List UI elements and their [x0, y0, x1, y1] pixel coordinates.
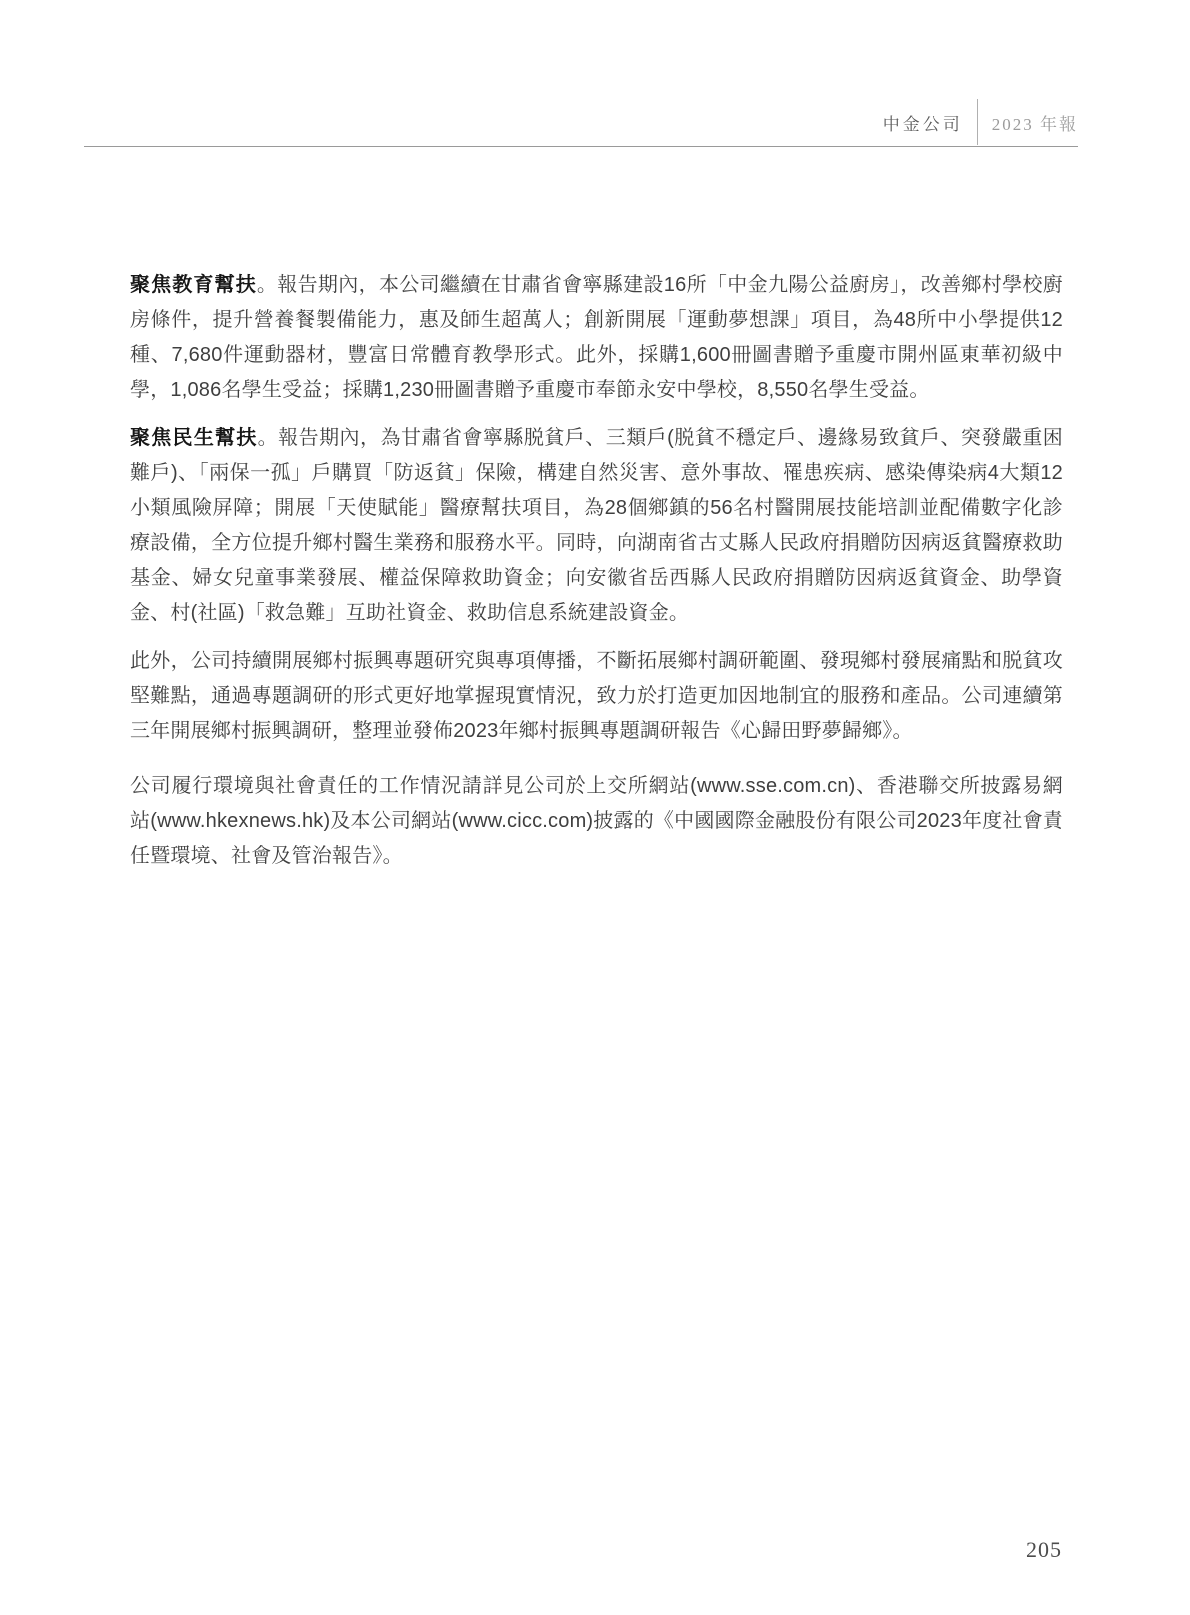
- body-text: [130, 268, 1063, 874]
- paragraph-lead: 聚焦教育幫扶: [130, 274, 257, 296]
- paragraph-esg-disclosure: [130, 769, 1063, 874]
- paragraph-body: 報告期內，為甘肅省會寧縣脱貧戶、三類戶(脱貧不穩定戶、邊緣易致貧戶、突發嚴重困難戶)、「兩保一孤」戶購買「防返貧」保險，構建自然災害、意外事故、罹患疾病、感染傳染病4大類12小類風險屏障；開展「天使賦能」醫療幫扶項目，為28個鄉鎮的56名村醫開展技能培訓並配備數字化診療設備，全方位提升鄉村醫生業務和服務水平。同時，向湖南省古丈縣人民政府捐贈防因病返貧醫療救助基金、婦女兒童事業發展、權益保障救助資金；向安徽省岳西縣人民政府捐贈防因病返貧資金、助學資金、村(社區)「救急難」互助社資金、救助信息系統建設資金。: [130, 427, 1064, 624]
- page-header: [883, 99, 1078, 145]
- paragraph-body: 公司履行環境與社會責任的工作情況請詳見公司於上交所網站(www.sse.com.cn)、香港聯交所披露易網站(www.hkexnews.hk)及本公司網站(www.cicc.com)披露的《中國國際金融股份有限公司2023年度社會責任暨環境、社會及管治報告》。: [130, 775, 1063, 867]
- paragraph-body: 報告期內，本公司繼續在甘肅省會寧縣建設16所「中金九陽公益廚房」，改善鄉村學校廚房條件，提升營養餐製備能力，惠及師生超萬人；創新開展「運動夢想課」項目，為48所中小學提供12種、7,680件運動器材，豐富日常體育教學形式。此外，採購1,600冊圖書贈予重慶市開州區東華初級中學，1,086名學生受益；採購1,230冊圖書贈予重慶市奉節永安中學校，8,550名學生受益。: [130, 274, 1064, 401]
- paragraph-livelihood-aid: [130, 421, 1063, 631]
- company-name: 中金公司: [882, 114, 963, 134]
- paragraph-lead: 聚焦民生幫扶: [130, 427, 258, 449]
- paragraph-separator: 。: [256, 274, 278, 296]
- report-edition: 2023 年報: [991, 114, 1078, 134]
- page-number: 205: [1026, 1537, 1062, 1562]
- paragraph-separator: 。: [257, 427, 279, 449]
- paragraph-body: 此外，公司持續開展鄉村振興專題研究與專項傳播，不斷拓展鄉村調研範圍、發現鄉村發展痛點和脱貧攻堅難點，通過專題調研的形式更好地掌握現實情況，致力於打造更加因地制宜的服務和產品。公司連續第三年開展鄉村振興調研，整理並發佈2023年鄉村振興專題調研報告《心歸田野夢歸鄉》。: [130, 650, 1063, 742]
- header-rule: [84, 146, 1078, 147]
- paragraph-rural-research: [130, 644, 1063, 749]
- paragraph-education-aid: [130, 268, 1063, 408]
